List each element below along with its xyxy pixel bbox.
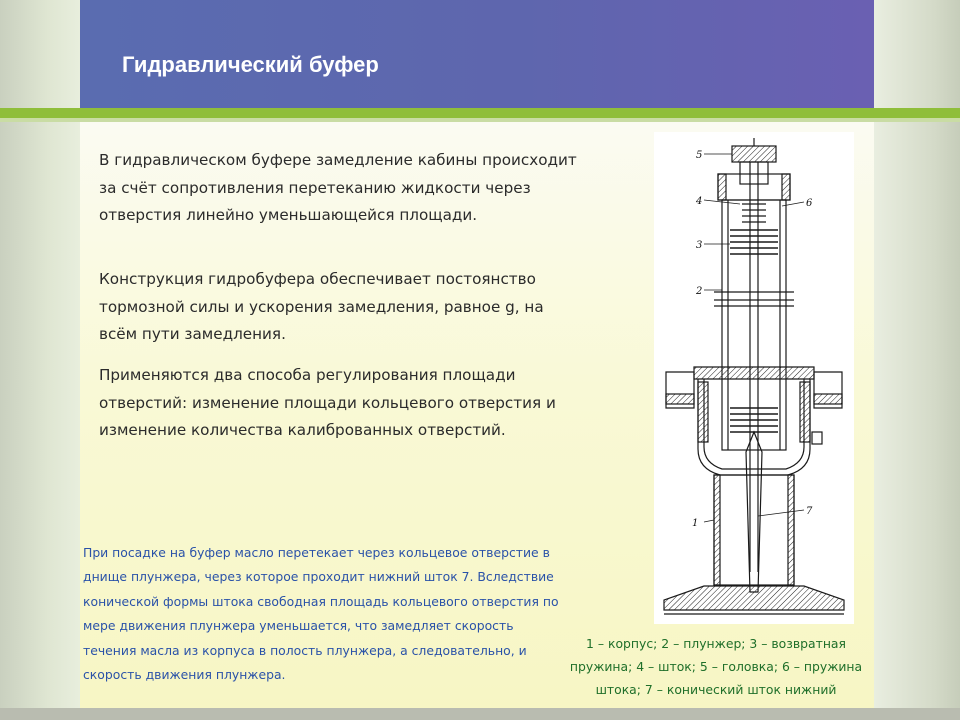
- bottom-bar: [0, 708, 960, 720]
- mounting-flange: [694, 367, 814, 379]
- buffer-schematic: [654, 132, 854, 624]
- label-1: 1: [692, 518, 699, 529]
- return-spring: [730, 230, 778, 432]
- base-plate: [664, 586, 844, 610]
- label-2: 2: [696, 286, 703, 297]
- rod-spring: [742, 204, 766, 222]
- head-part: [732, 146, 776, 162]
- hydraulic-buffer-drawing: [654, 132, 854, 624]
- conical-rod: [746, 432, 762, 592]
- label-5: 5: [696, 150, 703, 161]
- label-4: 4: [696, 196, 703, 207]
- flow-description-note: При посадке на буфер масло перетекает через кольцевое отверстие в днище плунжера, через которое проходит нижний шток 7. Вследствие конической формы штока свободная площадь кольцевого отверстия по мере движения плунжера уменьшается, что замедляет скорость течения масла из корпуса в полость плунжера, а следовательно, и скорость движения плунжера.: [83, 545, 559, 683]
- slide-title: Гидравлический буфер: [122, 52, 379, 77]
- cylinder-bowl: [698, 379, 810, 475]
- label-7: 7: [806, 506, 813, 517]
- plunger-body: [722, 200, 786, 450]
- label-6: 6: [806, 198, 813, 209]
- body-paragraph-3: Применяются два способа регулирования площади отверстий: изменение площади кольцевого отверстия и изменение количества калиброванных отверстий.: [99, 366, 556, 439]
- figure-caption: 1 – корпус; 2 – плунжер; 3 – возвратная пружина; 4 – шток; 5 – головка; 6 – пружина штока; 7 – конический шток нижний: [569, 636, 863, 697]
- housing: [714, 475, 794, 585]
- body-paragraph-1: В гидравлическом буфере замедление кабины происходит за счёт сопротивления перетеканию жидкости через отверстия линейно уменьшающейся площади.: [99, 151, 577, 224]
- header-accent-strip: [0, 108, 960, 118]
- body-paragraph-2: Конструкция гидробуфера обеспечивает постоянство тормозной силы и ускорения замедления, равное g, на всём пути замедления.: [99, 270, 544, 343]
- label-3: 3: [696, 240, 703, 251]
